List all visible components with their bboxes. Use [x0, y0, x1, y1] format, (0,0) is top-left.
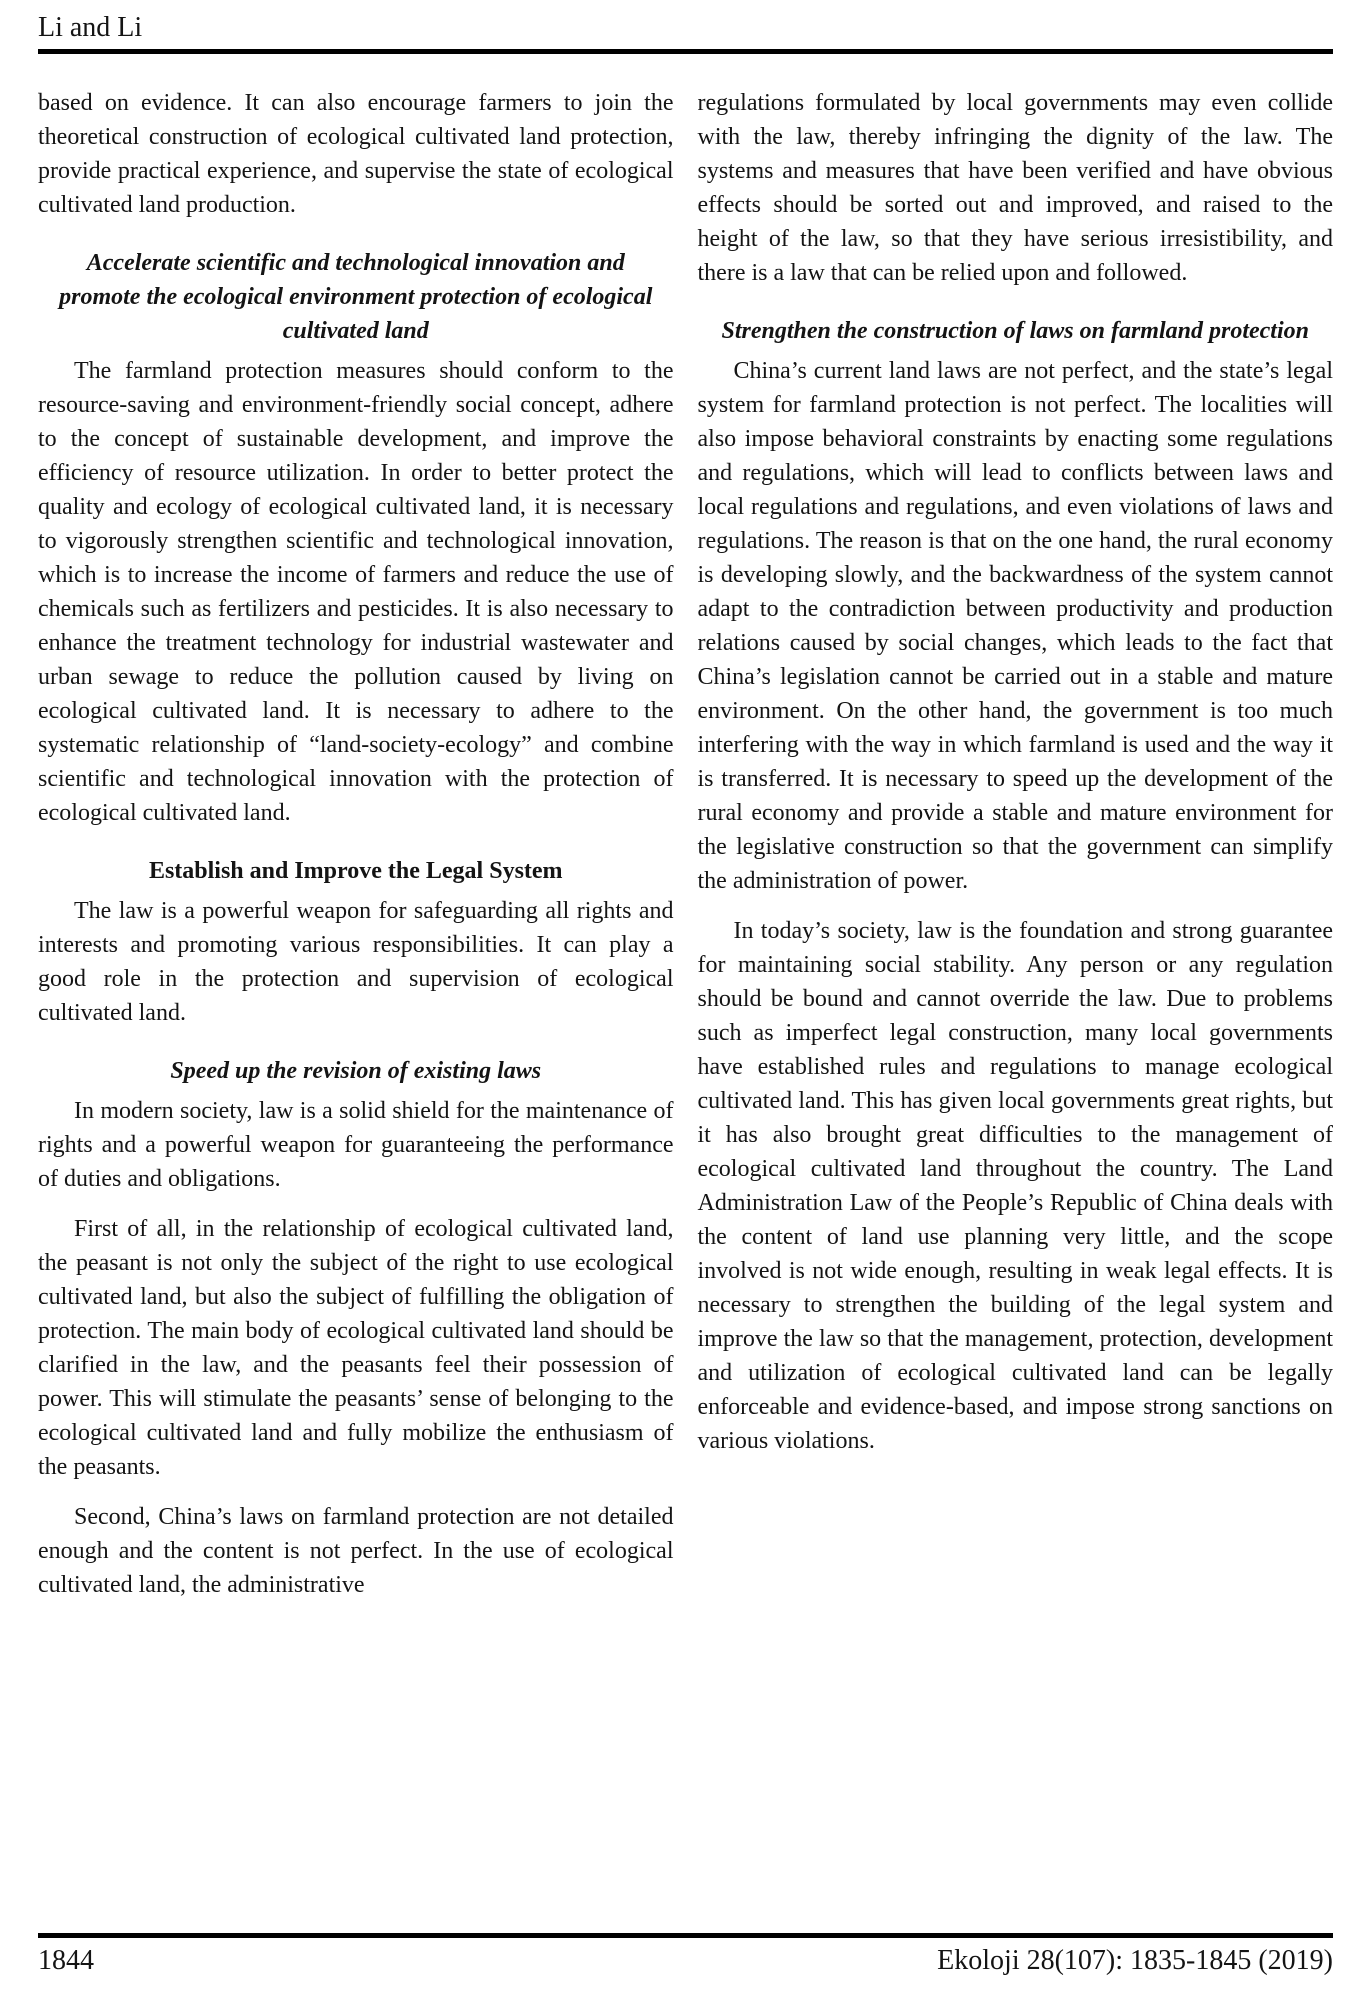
footer-row [38, 1944, 1333, 1978]
right-column [698, 86, 1334, 1618]
paragraph-law-weapon: The law is a powerful weapon for safeguarding all rights and interests and promoting various responsibilities. It can play a good role in the protection and supervision of ecological cultivated land. [38, 898, 674, 1026]
left-column [38, 86, 674, 1618]
footer-rule [38, 1933, 1333, 1938]
section-heading-legal-system: Establish and Improve the Legal System [148, 858, 563, 884]
continuation-paragraph: based on evidence. It can also encourage farmers to join the theoretical construction of ecological cultivated land protection, provide practical experience, and supervise the state of ecological cultivated land production. [38, 90, 674, 218]
running-head: Li and Li [38, 12, 143, 43]
paragraph-farmland-measures: The farmland protection measures should conform to the resource-saving and environment-friendly social concept, adhere to the concept of sustainable development, and improve the efficiency of resource utilization. In order to better protect the quality and ecology of ecological cultivated land, it is necessary to vigorously strengthen scientific and technological innovation, which is to increase the income of farmers and reduce the use of chemicals such as fertilizers and pesticides. It is also necessary to enhance the treatment technology for industrial wastewater and urban sewage to reduce the pollution caused by living on ecological cultivated land. It is necessary to adhere to the systematic relationship of “land-society-ecology” and combine scientific and technological innovation with the protection of ecological cultivated land. [38, 358, 674, 826]
two-column-body [38, 86, 1333, 1618]
paragraph-second: Second, China’s laws on farmland protection are not detailed enough and the content is not perfect. In the use of ecological cultivated land, the administrative [38, 1504, 674, 1598]
header-rule [38, 49, 1333, 54]
paragraph-todays-society: In today’s society, law is the foundation and strong guarantee for maintaining social stability. Any person or any regulation should be bound and cannot override the law. Due to problems such as imperfect legal construction, many local governments have established rules and regulations to manage ecological cultivated land. This has given local governments great rights, but it has also brought great difficulties to the management of ecological cultivated land throughout the country. The Land Administration Law of the People’s Republic of China deals with the content of land use planning very little, and the scope involved is not wide enough, resulting in weak legal effects. It is necessary to strengthen the building of the legal system and improve the law so that the management, protection, development and utilization of ecological cultivated land can be legally enforceable and evidence-based, and impose strong sanctions on various violations. [697, 918, 1333, 1454]
subsection-heading-speed-up: Speed up the revision of existing laws [170, 1058, 542, 1084]
page-header [38, 0, 1333, 54]
page-number: 1844 [38, 1945, 94, 1976]
paragraph-modern-society: In modern society, law is a solid shield for the maintenance of rights and a powerful weapon for guaranteeing the performance of duties and obligations. [38, 1098, 674, 1192]
journal-citation: Ekoloji 28(107): 1835-1845 (2019) [937, 1945, 1333, 1976]
subsection-heading-strengthen: Strengthen the construction of laws on farmland protection [721, 318, 1309, 344]
page-footer [38, 1928, 1333, 1978]
paragraph-first-of-all: First of all, in the relationship of ecological cultivated land, the peasant is not only the subject of the right to use ecological cultivated land, but also the subject of fulfilling the obligation of protection. The main body of ecological cultivated land should be clarified in the law, and the peasants feel their possession of power. This will stimulate the peasants’ sense of belonging to the ecological cultivated land and fully mobilize the enthusiasm of the peasants. [38, 1216, 674, 1480]
continuation-paragraph: regulations formulated by local governments may even collide with the law, thereby infringing the dignity of the law. The systems and measures that have been verified and have obvious effects should be sorted out and improved, and raised to the height of the law, so that they have serious irresistibility, and there is a law that can be relied upon and followed. [697, 90, 1333, 286]
subsection-heading-innovation: Accelerate scientific and technological innovation and promote the ecological environment protection of ecological cultivated land [59, 250, 653, 344]
paragraph-china-laws: China’s current land laws are not perfect, and the state’s legal system for farmland protection is not perfect. The localities will also impose behavioral constraints by enacting some regulations and regulations, which will lead to conflicts between laws and local regulations and regulations, and even violations of laws and regulations. The reason is that on the one hand, the rural economy is developing slowly, and the backwardness of the system cannot adapt to the contradiction between productivity and production relations caused by social changes, which leads to the fact that China’s legislation cannot be carried out in a stable and mature environment. On the other hand, the government is too much interfering with the way in which farmland is used and the way it is transferred. It is necessary to speed up the development of the rural economy and provide a stable and mature environment for the legislative construction so that the government can simplify the administration of power. [697, 358, 1333, 894]
